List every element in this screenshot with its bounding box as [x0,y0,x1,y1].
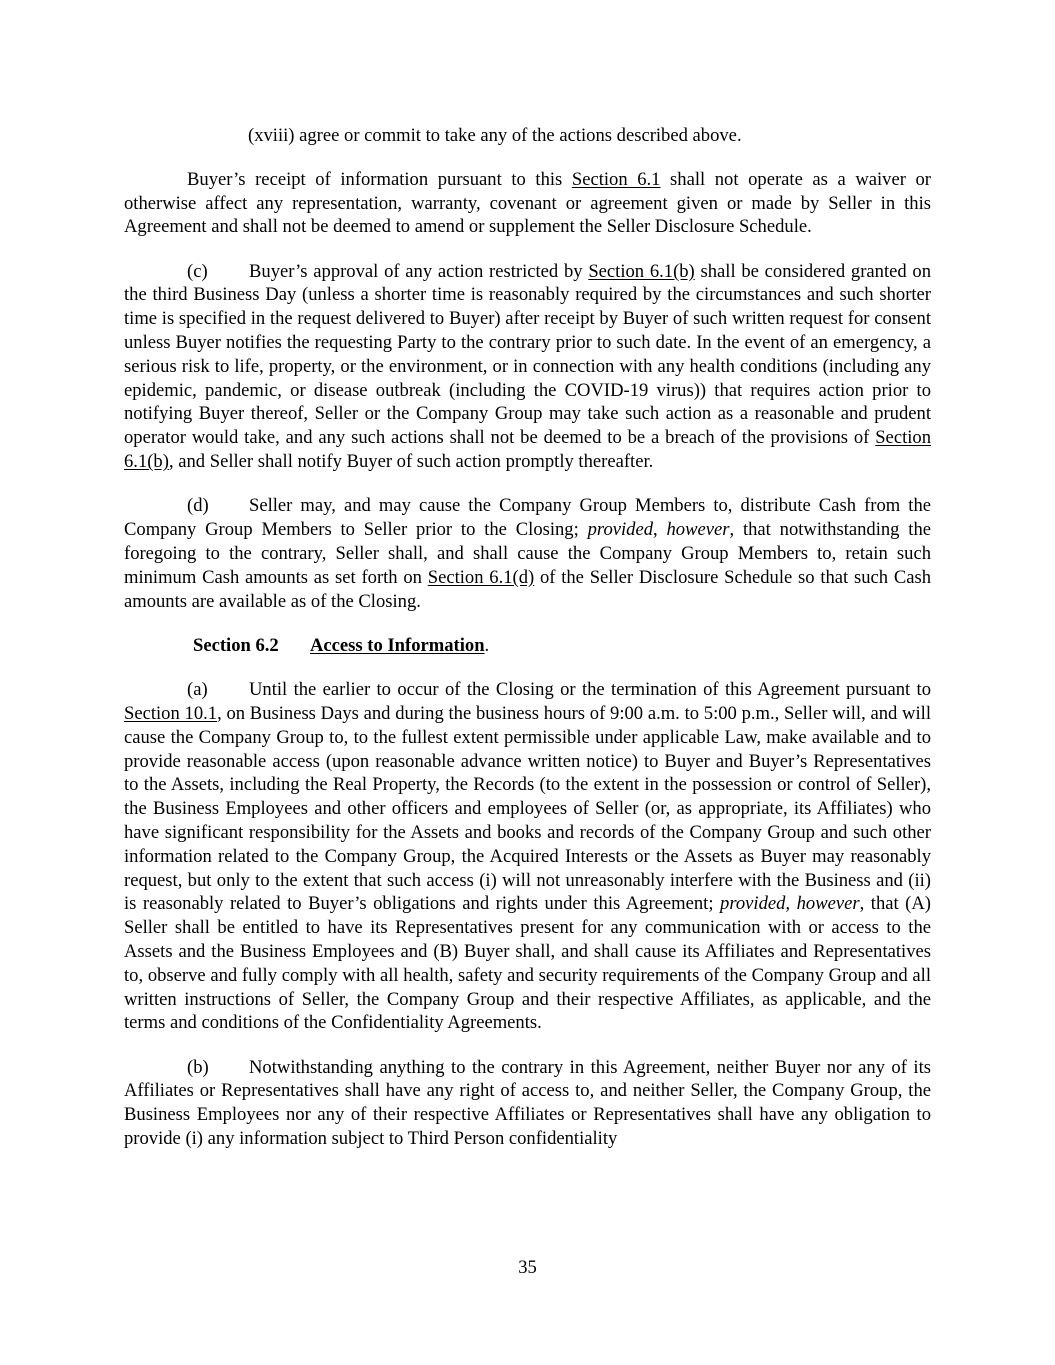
text-span: Buyer’s receipt of information pursuant to this [187,168,572,190]
italic-term: provided, however [720,893,860,915]
text-span: shall be considered granted on the third Business Day (unless a shorter time is reasonably required by the circumstances and such shorter time is specified in the request delivered to Buyer) after receipt by Buyer of such written request for consent unless Buyer notifies the requesting Party to the contrary prior to such date. In the event of an emergency, a serious risk to life, property, or the environment, or in connection with any health conditions (including any epidemic, pandemic, or disease outbreak (including the COVID-19 virus)) that requires action prior to notifying Buyer thereof, Seller or the Company Group may take such action as a reasonable and prudent operator would take, and any such actions shall not be deemed to be a breach of the provisions of [124,260,932,449]
text-span: , on Business Days and during the business hours of 9:00 a.m. to 5:00 p.m., Seller will, and will cause the Company Group to, to the fullest extent permissible under applicable Law, make available and to provide reasonable access (upon reasonable advance written notice) to Buyer and Buyer’s Representatives to the Assets, including the Real Property, the Records (to the extent in the possession or control of Seller), the Business Employees and other officers and employees of Seller (or, as appropriate, its Affiliates) who have significant responsibility for the Assets and books and records of the Company Group and such other information related to the Company Group, the Acquired Interests or the Assets as Buyer may reasonably request, but only to the extent that such access (i) will not unreasonably interfere with the Business and (ii) is reasonably related to Buyer’s obligations and rights under this Agreement; [124,702,931,915]
text-span: , and Seller shall notify Buyer of such action promptly thereafter. [168,451,654,473]
section-reference: Section 6.1(b) [588,260,695,282]
section-reference: Section 6.1(b) [124,427,931,473]
text-span: , that (A) Seller shall be entitled to have its Representatives present for any communication with or access to the Assets and the Business Employees and (B) Buyer shall, and shall cause its Affiliates and Representatives to, observe and fully comply with all health, safety and security requirements of the Company Group and all written instructions of Seller, the Company Group and their respective Affiliates, as applicable, and the terms and conditions of the Confidentiality Agreements. [124,893,931,1034]
section-number: Section 6.2 [193,634,279,656]
section-heading [124,634,931,658]
heading-period: . [484,634,490,656]
text-span: Until the earlier to occur of the Closing or the termination of this Agreement pursuant to [249,679,931,701]
text-span: Buyer’s approval of any action restricted by [249,260,589,282]
text-span: of the Seller Disclosure Schedule so that such Cash amounts are available as of the Closing. [124,566,932,612]
paragraph-d [124,494,931,613]
italic-term: however [666,519,730,541]
paragraph-label: (d) [187,495,209,517]
document-page [124,124,931,1151]
text-span: , [653,519,667,541]
italic-term: provided [587,519,654,541]
paragraph-label: (a) [187,679,208,701]
section-reference: Section 6.1(d) [427,566,535,588]
section-title: Access to Information [310,634,485,656]
paragraph-a [124,678,931,1035]
list-item-xviii: (xviii) agree or commit to take any of the actions described above. [248,125,742,146]
paragraph-buyer-receipt [124,168,931,239]
text-span: Seller may, and may cause the Company Group Members to, distribute Cash from the Company Group Members to Seller prior to the Closing; [124,495,931,541]
page-number: 35 [518,1257,537,1278]
paragraph-c [124,260,931,474]
paragraph-label: (c) [187,260,208,282]
section-reference: Section 10.1 [124,702,218,724]
text-span: , that notwithstanding the foregoing to the contrary, Seller shall, and shall cause the Company Group Members to, retain such minimum Cash amounts as set forth on [124,519,932,588]
text-span: Notwithstanding anything to the contrary in this Agreement, neither Buyer nor any of its Affiliates or Representatives shall have any right of access to, and neither Seller, the Company Group, the Business Employees nor any of their respective Affiliates or Representatives shall have any obligation to provide (i) any information subject to Third Person confidentiality [124,1056,931,1149]
paragraph-label: (b) [187,1056,209,1078]
section-reference: Section 6.1 [571,168,661,190]
text-span: shall not operate as a waiver or otherwise affect any representation, warranty, covenant or agreement given or made by Seller in this Agreement and shall not be deemed to amend or supplement the Seller Disclosure Schedule. [124,168,931,238]
paragraph-b [124,1056,931,1151]
